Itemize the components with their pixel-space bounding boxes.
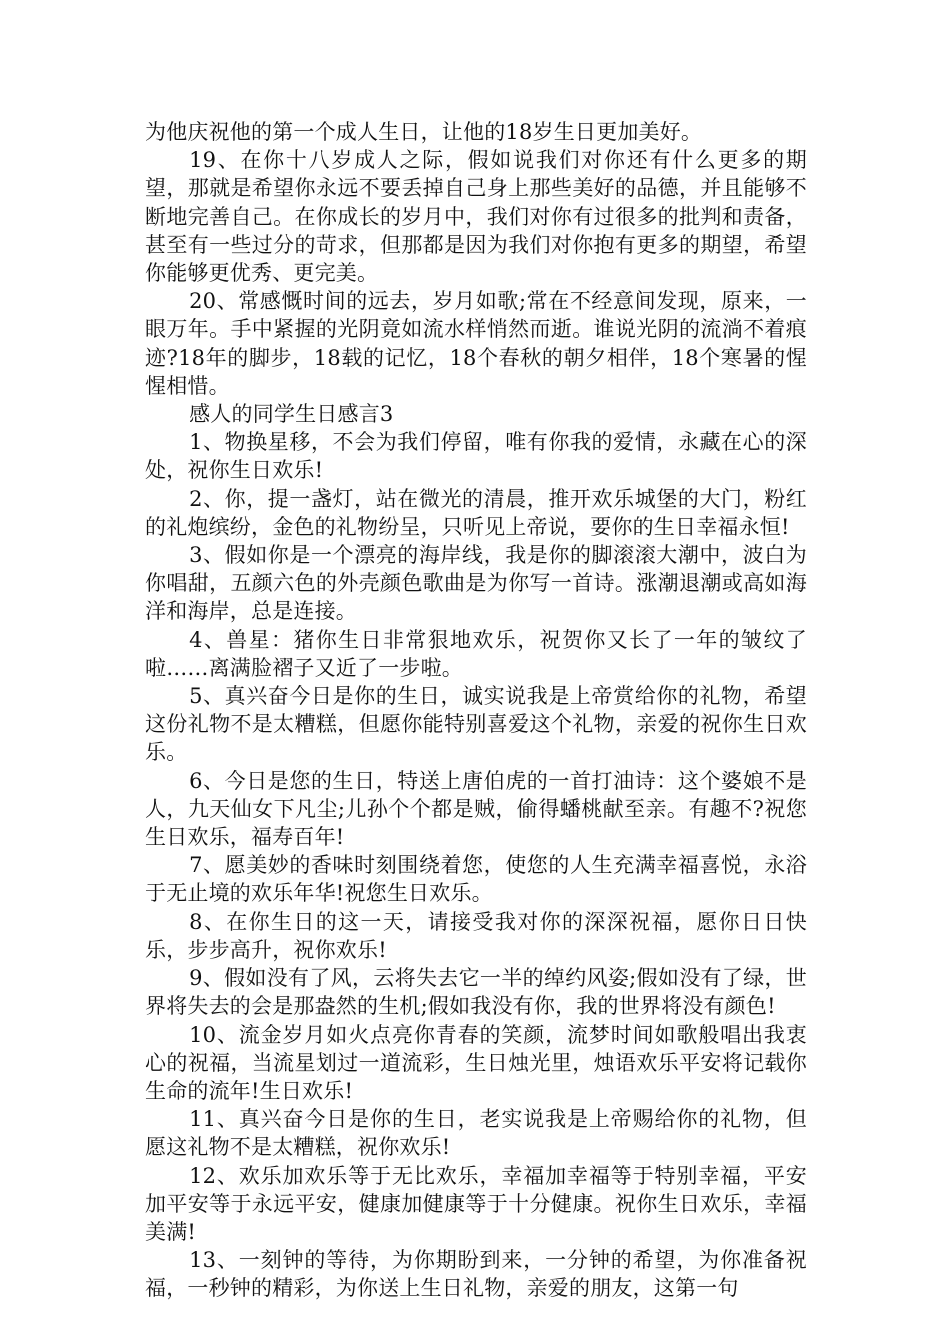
paragraph-8: 8、在你生日的这一天，请接受我对你的深深祝福，愿你日日快乐，步步高升，祝你欢乐!: [145, 909, 807, 962]
paragraph-2: 2、你，提一盏灯，站在微光的清晨，推开欢乐城堡的大门，粉红的礼炮缤纷，金色的礼物纷呈，只听见上帝说，要你的生日幸福永恒!: [145, 486, 807, 539]
paragraph-19: 19、在你十八岁成人之际，假如说我们对你还有什么更多的期望，那就是希望你永远不要丢掉自己身上那些美好的品德，并且能够不断地完善自己。在你成长的岁月中，我们对你有过很多的批判和责备，甚至有一些过分的苛求，但那都是因为我们对你抱有更多的期望，希望你能够更优秀、更完美。: [145, 148, 807, 286]
paragraph-7: 7、愿美妙的香味时刻围绕着您，使您的人生充满幸福喜悦，永浴于无止境的欢乐年华!祝您生日欢乐。: [145, 853, 807, 906]
paragraph-9: 9、假如没有了风，云将失去它一半的绰约风姿;假如没有了绿，世界将失去的会是那盎然的生机;假如我没有你，我的世界将没有颜色!: [145, 966, 807, 1019]
paragraph-continuation: 为他庆祝他的第一个成人生日，让他的18岁生日更加美好。: [145, 120, 703, 144]
paragraph-20: 20、常感慨时间的远去，岁月如歌;常在不经意间发现，原来，一眼万年。手中紧握的光阴竟如流水样悄然而逝。谁说光阴的流淌不着痕迹?18年的脚步，18载的记忆，18个春秋的朝夕相伴，18个寒暑的惺惺相惜。: [145, 289, 807, 398]
paragraph-3: 3、假如你是一个漂亮的海岸线，我是你的脚滚滚大潮中，波白为你唱甜，五颜六色的外壳颜色歌曲是为你写一首诗。涨潮退潮或高如海洋和海岸，总是连接。: [145, 543, 807, 624]
section-heading: 感人的同学生日感言3: [189, 402, 394, 427]
paragraph-13: 13、一刻钟的等待，为你期盼到来，一分钟的希望，为你准备祝福，一秒钟的精彩，为你送上生日礼物，亲爱的朋友，这第一句: [145, 1248, 807, 1301]
paragraph-1: 1、物换星移，不会为我们停留，唯有你我的爱情，永藏在心的深处，祝你生日欢乐!: [145, 430, 807, 483]
paragraph-5: 5、真兴奋今日是你的生日，诚实说我是上帝赏给你的礼物，希望这份礼物不是太糟糕，但愿你能特别喜爱这个礼物，亲爱的祝你生日欢乐。: [145, 684, 807, 765]
document-page: [145, 118, 807, 1303]
paragraph-10: 10、流金岁月如火点亮你青春的笑颜，流梦时间如歌般唱出我衷心的祝福，当流星划过一道流彩，生日烛光里，烛语欢乐平安将记载你生命的流年!生日欢乐!: [145, 1022, 807, 1103]
paragraph-12: 12、欢乐加欢乐等于无比欢乐，幸福加幸福等于特别幸福，平安加平安等于永远平安，健康加健康等于十分健康。祝你生日欢乐，幸福美满!: [145, 1163, 807, 1244]
paragraph-11: 11、真兴奋今日是你的生日，老实说我是上帝赐给你的礼物，但愿这礼物不是太糟糕，祝你欢乐!: [145, 1107, 807, 1160]
paragraph-4: 4、兽星：猪你生日非常狠地欢乐，祝贺你又长了一年的皱纹了啦……离满脸褶子又近了一步啦。: [145, 627, 807, 680]
paragraph-6: 6、今日是您的生日，特送上唐伯虎的一首打油诗：这个婆娘不是人，九天仙女下凡尘;儿孙个个都是贼，偷得蟠桃献至亲。有趣不?祝您生日欢乐，福寿百年!: [145, 768, 807, 850]
